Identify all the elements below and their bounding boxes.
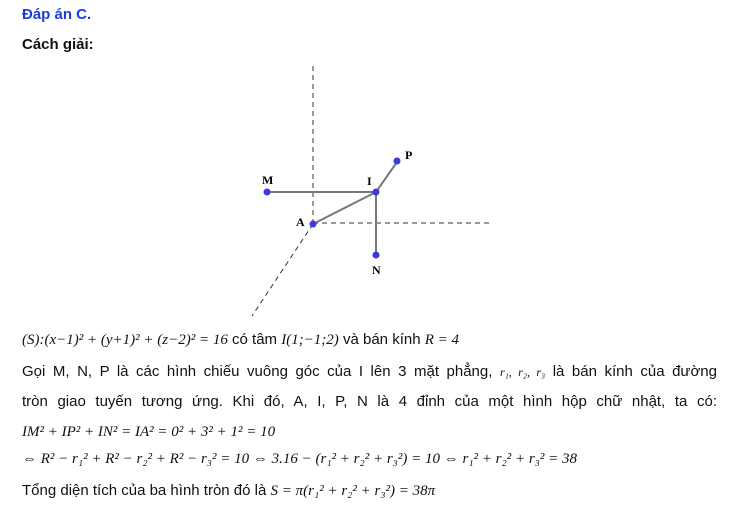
label-M: M [262,173,274,187]
label-I: I [367,174,372,188]
method-label: Cách giải: [22,36,94,53]
paragraph-line-3: tròn giao tuyến tương ứng. Khi đó, A, I, P, N là 4 đỉnh của một hình hộp chữ nhật, ta có: [22,393,717,410]
sphere-center: I(1;−1;2) [281,332,339,348]
equation-line-5: ⇔ R² − r₁² + R² − r₂² + R² − r₃² = 10 ⇔ 3.16 − (r₁² + r₂² + r₃²) = 10 ⇔ r₁² + r₂² + r₃² = 38 [22,451,577,467]
label-N: N [372,263,381,277]
total-area-equation: S = π(r₁² + r₂² + r₃²) = 38π [270,483,436,499]
label-A: A [296,215,305,229]
point-M [264,189,271,196]
point-I [373,189,380,196]
sphere-equation: (S):(x−1)² + (y+1)² + (z−2)² = 16 [22,332,228,348]
point-A [310,221,317,228]
equation-line-4: IM² + IP² + IN² = IA² = 0² + 3² + 1² = 10 [22,424,276,440]
diagonal-axis-dashed [252,224,313,316]
segment-AI [313,192,376,224]
point-P [394,158,401,165]
label-P: P [405,148,413,162]
paragraph-line-2: Gọi M, N, P là các hình chiếu vuông góc của I lên 3 mặt phẳng, r₁, r₂, r₃ là bán kính của đường [22,363,717,380]
sphere-radius: R = 4 [424,332,460,348]
answer-label: Đáp án C. [22,6,92,23]
point-N [373,252,380,259]
conclusion-line: Tổng diện tích của ba hình tròn đó là S = π(r₁² + r₂² + r₃²) = 38π [22,482,436,499]
segment-IP [376,162,397,192]
sphere-equation-line: (S):(x−1)² + (y+1)² + (z−2)² = 16 có tâm I(1;−1;2) và bán kính R = 4 [22,331,460,348]
